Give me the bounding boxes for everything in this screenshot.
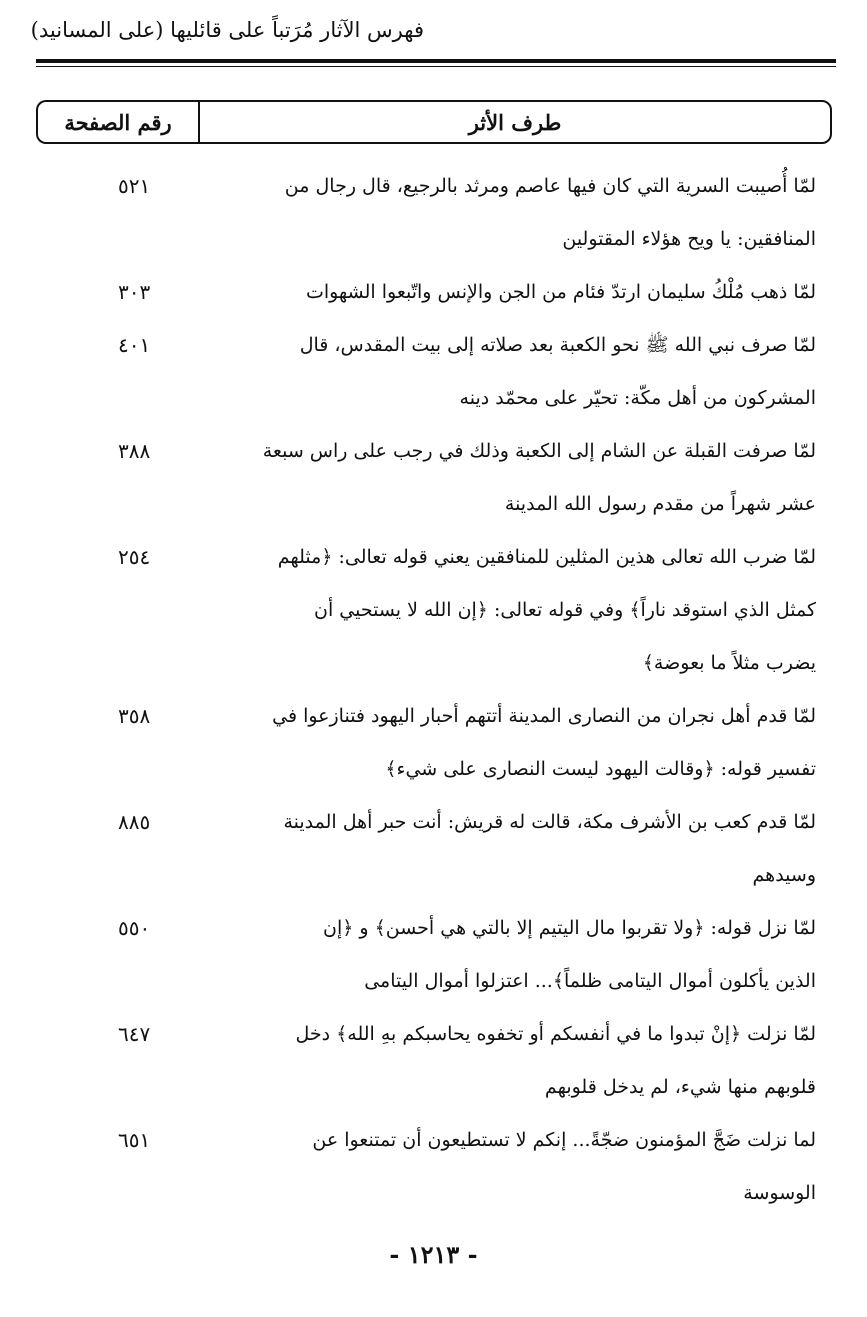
list-item bbox=[36, 1008, 832, 1114]
column-header-page: رقم الصفحة bbox=[36, 100, 198, 144]
entry-text-line: لمّا ضرب الله تعالى هذين المثلين للمنافقين يعني قوله تعالى: ﴿مثلهم bbox=[277, 546, 816, 568]
entry-text-line: لمّا صرفت القبلة عن الشام إلى الكعبة وذلك في رجب على راس سبعة bbox=[262, 440, 816, 462]
list-item bbox=[36, 425, 832, 531]
page-number: - ١٢١٣ - bbox=[389, 1240, 478, 1269]
entry-page-number: ٦٤٧ bbox=[118, 1022, 151, 1046]
entry-text-line: لمّا قدم أهل نجران من النصارى المدينة أتتهم أحبار اليهود فتنازعوا في bbox=[272, 705, 816, 727]
list-item bbox=[36, 160, 832, 266]
list-item bbox=[36, 531, 832, 690]
header-rule-thin bbox=[36, 66, 836, 67]
entry-page-number: ٨٨٥ bbox=[118, 810, 151, 834]
list-item bbox=[36, 902, 832, 1008]
entry-text-line: المشركون من أهل مكّة: تحيّر على محمّد دينه bbox=[459, 387, 816, 409]
entry-text-line: عشر شهراً من مقدم رسول الله المدينة bbox=[504, 493, 816, 515]
entry-page-number: ٦٥١ bbox=[118, 1128, 151, 1152]
entry-text-line: لمّا نزل قوله: ﴿ولا تقربوا مال اليتيم إلا بالتي هي أحسن﴾ و ﴿إن bbox=[323, 917, 816, 939]
list-item bbox=[36, 319, 832, 425]
entry-text-line: تفسير قوله: ﴿وقالت اليهود ليست النصارى على شيء﴾ bbox=[385, 758, 816, 780]
list-item bbox=[36, 1114, 832, 1220]
table-header bbox=[36, 100, 832, 144]
entry-page-number: ٥٥٠ bbox=[118, 916, 151, 940]
entry-text-line: لمّا صرف نبي الله ﷺ نحو الكعبة بعد صلاته إلى بيت المقدس، قال bbox=[299, 334, 816, 356]
entry-text-line: لمّا أُصيبت السرية التي كان فيها عاصم ومرثد بالرجيع، قال رجال من bbox=[284, 175, 816, 197]
entry-text-line: وسيدهم bbox=[752, 864, 816, 886]
entry-text-line: لمّا ذهب مُلْكُ سليمان ارتدّ فئام من الجن والإنس واتّبعوا الشهوات bbox=[305, 281, 816, 303]
entry-text-line: لمّا نزلت ﴿إنْ تبدوا ما في أنفسكم أو تخفوه يحاسبكم بهِ الله﴾ دخل bbox=[295, 1023, 816, 1045]
entry-text-line: لمّا قدم كعب بن الأشرف مكة، قالت له قريش: أنت حبر أهل المدينة bbox=[283, 811, 816, 833]
entry-text-line: يضرب مثلاً ما بعوضة﴾ bbox=[642, 652, 816, 674]
entry-text-line: الوسوسة bbox=[743, 1182, 816, 1204]
entry-text-line: الذين يأكلون أموال اليتامى ظلماً﴾... اعتزلوا أموال اليتامى bbox=[364, 970, 816, 992]
entry-page-number: ٥٢١ bbox=[118, 174, 151, 198]
header-rule-thick bbox=[36, 59, 836, 63]
entry-text-line: قلوبهم منها شيء، لم يدخل قلوبهم bbox=[544, 1076, 816, 1098]
entry-text-line: كمثل الذي استوقد ناراً﴾ وفي قوله تعالى: ﴿إن الله لا يستحيي أن bbox=[314, 599, 816, 621]
entry-text-line: لما نزلت ضَجَّ المؤمنون ضجّةً... إنكم لا تستطيعون أن تمتنعوا عن bbox=[312, 1129, 816, 1151]
entry-text-line: المنافقين: يا ويح هؤلاء المقتولين bbox=[562, 228, 816, 250]
entry-page-number: ٣٥٨ bbox=[118, 704, 151, 728]
entry-page-number: ٣٠٣ bbox=[118, 280, 151, 304]
list-item bbox=[36, 266, 832, 319]
entry-page-number: ٤٠١ bbox=[118, 333, 151, 357]
column-header-title: طرف الأثر bbox=[198, 100, 832, 144]
list-item bbox=[36, 690, 832, 796]
running-head: فهرس الآثار مُرَتباً على قائليها (على المسانيد) bbox=[30, 18, 424, 42]
entries-list bbox=[36, 160, 832, 1220]
entry-page-number: ٣٨٨ bbox=[118, 439, 151, 463]
list-item bbox=[36, 796, 832, 902]
entry-page-number: ٢٥٤ bbox=[118, 545, 151, 569]
